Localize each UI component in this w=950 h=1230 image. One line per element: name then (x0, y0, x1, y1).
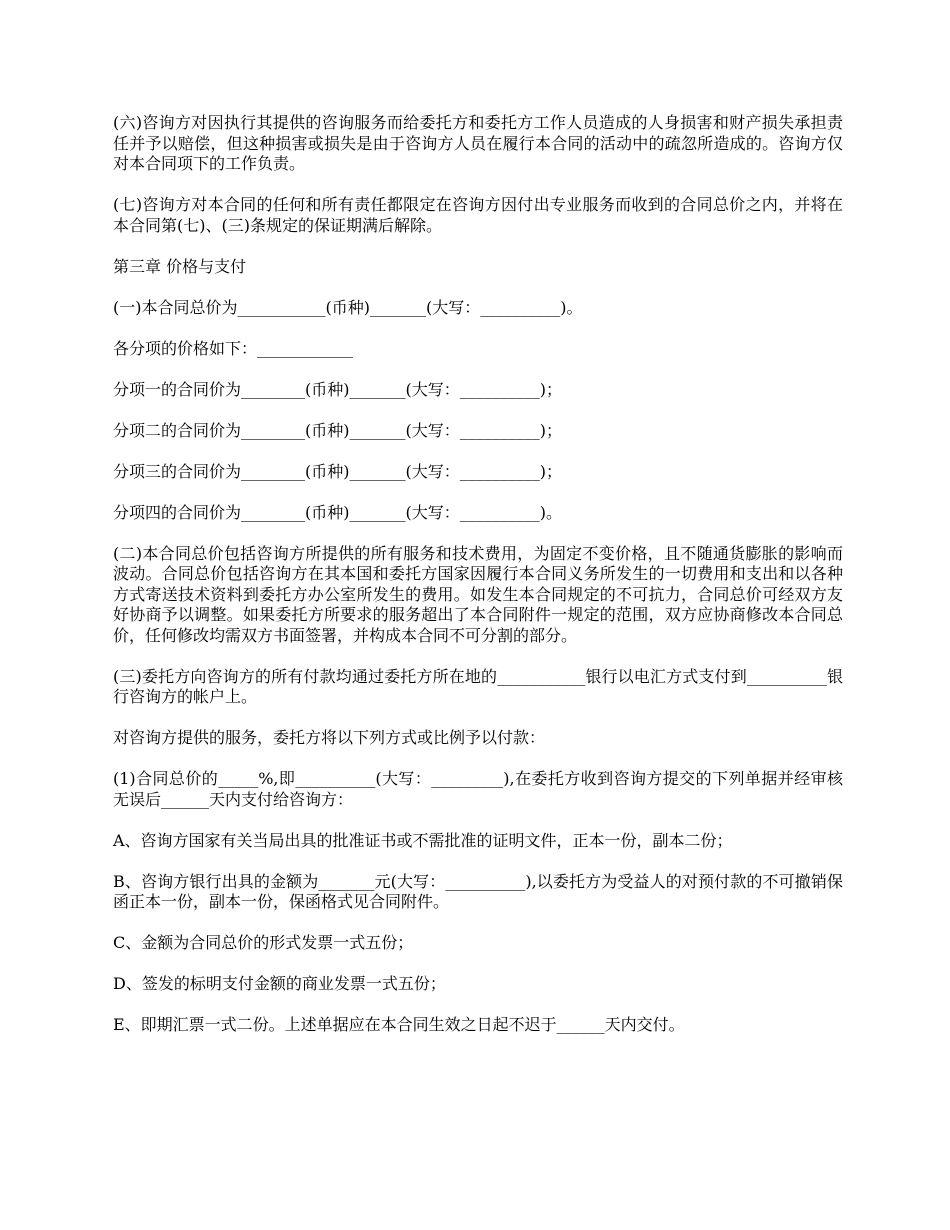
item-1-price-line: 分项一的合同价为________(币种)_______(大写：__________)； (113, 379, 562, 399)
document-a-line: A、咨询方国家有关当局出具的批准证书或不需批准的证明文件，正本一份，副本二份； (113, 830, 733, 850)
price-clause-2-paragraph: (二)本合同总价包括咨询方所提供的所有服务和技术费用，为固定不变价格，且不随通货膨胀的影响而波动。合同总价包括咨询方在其本国和委托方国家因履行本合同义务所发生的一切费用和支出和以各种方式寄送技术资料到委托方办公室所发生的费用。如发生本合同规定的不可抗力，合同总价可经双方友好协商予以调整。如果委托方所要求的服务超出了本合同附件一规定的范围，双方应协商修改本合同总价，任何修改均需双方书面签署，并构成本合同不可分割的部分。 (113, 543, 843, 645)
document-c-line: C、金额为合同总价的形式发票一式五份； (113, 933, 414, 952)
document-d-line: D、签发的标明支付金额的商业发票一式五份； (113, 974, 446, 993)
item-prices-intro: 各分项的价格如下：____________ (113, 338, 354, 358)
total-price-line: (一)本合同总价为___________(币种)_______(大写：__________)。 (113, 297, 583, 317)
document-page (113, 113, 843, 1056)
payment-clause-3-paragraph: (三)委托方向咨询方的所有付款均通过委托方所在地的___________银行以电汇方式支付到__________银行咨询方的帐户上。 (113, 666, 843, 706)
clause-6-paragraph: (六)咨询方对因执行其提供的咨询服务而给委托方和委托方工作人员造成的人身损害和财产损失承担责任并予以赔偿，但这种损害或损失是由于咨询方人员在履行本合同的活动中的疏忽所造成的。咨询方仅对本合同项下的工作负责。 (113, 113, 843, 173)
document-b-paragraph: B、咨询方银行出具的金额为_______元(大写：__________),以委托方为受益人的对预付款的不可撤销保函正本一份，副本一份，保函格式见合同附件。 (113, 871, 843, 911)
clause-7-paragraph: (七)咨询方对本合同的任何和所有责任都限定在咨询方因付出专业服务而收到的合同总价之内，并将在本合同第(七)、(三)条规定的保证期满后解除。 (113, 195, 843, 235)
chapter-3-heading: 第三章 价格与支付 (113, 256, 247, 276)
item-4-price-line: 分项四的合同价为________(币种)_______(大写：__________)。 (113, 502, 562, 522)
payment-item-1-paragraph: (1)合同总价的_____%,即__________(大写：_________),在委托方收到咨询方提交的下列单据并经审核无误后______天内支付给咨询方： (113, 769, 843, 809)
item-2-price-line: 分项二的合同价为________(币种)_______(大写：__________)； (113, 420, 562, 440)
document-e-line: E、即期汇票一式二份。上述单据应在本合同生效之日起不迟于______天内交付。 (113, 1015, 685, 1034)
item-3-price-line: 分项三的合同价为________(币种)_______(大写：__________)； (113, 461, 562, 481)
payment-method-intro: 对咨询方提供的服务，委托方将以下列方式或比例予以付款： (113, 728, 546, 747)
